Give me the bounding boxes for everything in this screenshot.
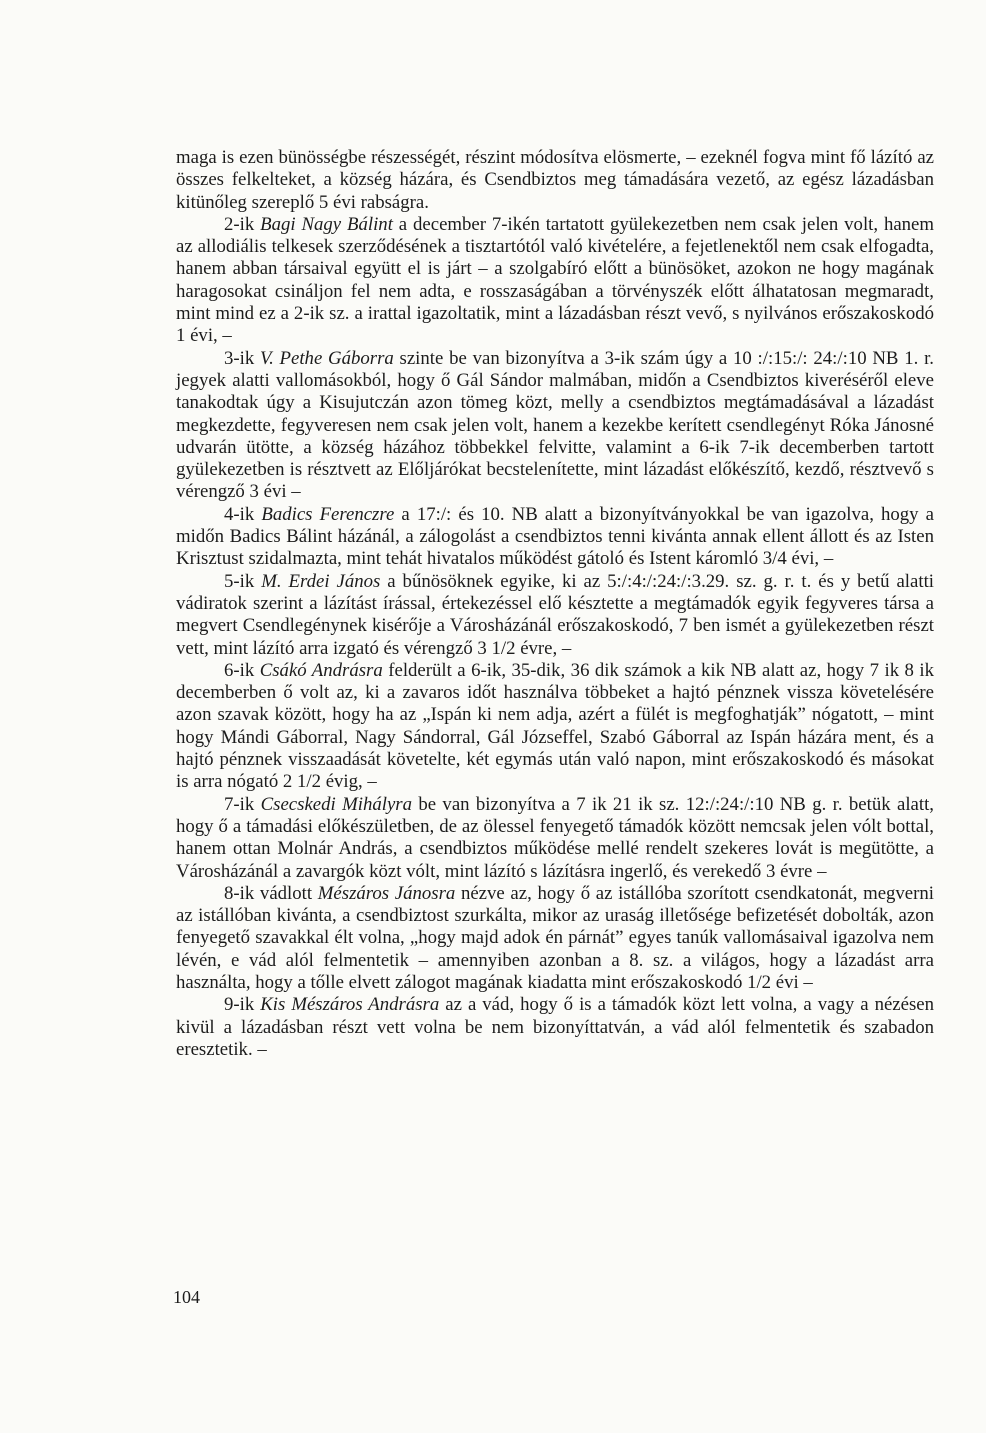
text-run: nézve az, hogy ő az istállóba szorított csendkatonát, megverni az istállóban kivánta, a csendbiztost szurkálta, mikor az uraság illetősége befizetését dobolták, azon fenyegető szavakkal élt volna, „hogy majd adok én párnát” egyes tanúk vallomásaival igazolva nem lévén, e vád alól felmentetik – amennyiben azonban a 8. sz. a világos, hogy a lázadást arra használta, hogy a tőlle elvett zálogot magának kiadatta mint erőszakoskodó 1/2 évi – — [176, 882, 935, 993]
text-run: maga is ezen bünösségbe részességét, részint módosítva elösmerte, – ezeknél fogva mint fő lázító az összes felkelteket, a község házára, és Csendbiztos meg támadására vezető, az egész lázadásban kitünőleg szereplő 5 évi rabságra. — [176, 147, 934, 213]
text-run: 4-ik — [224, 503, 262, 525]
paragraph — [176, 883, 934, 994]
text-run: 3-ik — [224, 347, 261, 369]
defendant-name: Badics Ferenczre — [261, 503, 395, 525]
body-text — [176, 147, 934, 1061]
text-run: az a vád, hogy ő is a támadók közt lett volna, a vagy a nézésen kivül a lázadásban részt vett volna be nem bizonyíttatván, a vád alól felmentetik és szabadon eresztetik. – — [176, 994, 934, 1060]
defendant-name: Kis Mészáros Andrásra — [260, 994, 440, 1016]
text-run: a bűnösöknek egyike, ki az 5:/:4:/:24:/:3.29. sz. g. r. t. és y betű alatti vádiratok szerint a lázítást írással, értekezéssel elő késztette a megtámadók egyik fegyveres társa a megvert Csendlegénynek kisérője a Városházánál erőszakoskodó, 7 ben ismét a gyülekezetben részt vett, mint lázító arra izgató és vérengző 3 1/2 évre, – — [176, 570, 935, 659]
paragraph — [176, 794, 934, 883]
paragraph — [176, 504, 934, 571]
defendant-name: Mészáros Jánosra — [317, 882, 456, 904]
paragraph — [176, 660, 934, 794]
text-run: a 17:/: és 10. NB alatt a bizonyítványokkal be van igazolva, hogy a midőn Badics Bálint házánál, a zálogolást a csendbiztos tenni kivánta annak ellent állott és az Isten Krisztust szidalmazta, mint tehát hivatalos működést gátoló és Istent káromló 3/4 évi, – — [176, 503, 934, 570]
paragraph — [176, 348, 934, 504]
defendant-name: V. Pethe Gáborra — [260, 347, 394, 369]
page-number: 104 — [173, 1287, 200, 1307]
defendant-name: Csecskedi Mihályra — [260, 793, 412, 815]
text-run: 8-ik vádlott — [224, 882, 318, 904]
paragraph — [176, 147, 934, 214]
text-run: szinte be van bizonyítva a 3-ik szám úgy a 10 :/:15:/: 24:/:10 NB 1. r. jegyek alatti vallomásokból, hogy ő Gál Sándor malmában, midőn a Csendbiztos kiveréséről eleve tanakodtak úgy a Kisujutczán azon tömeg közt, melly a csendbiztos megtámadásával a lázadást megkezdette, fegyveresen nem csak jelen volt, hanem a kezekbe kerített csendlegényt Róka Jánosné udvarán ütötte, a község házához többekkel felvitte, valamint a 6-ik 7-ik decemberben tartott gyülekezetben is résztvett az Előljárókat becstelenítette, mint lázadást előkészítő, kezdő, résztvevő s vérengző 3 évi – — [176, 347, 934, 503]
defendant-name: M. Erdei János — [261, 570, 381, 592]
text-run: 7-ik — [224, 793, 261, 815]
text-run: a december 7-ikén tartatott gyülekezetben nem csak jelen volt, hanem az allodiális telkesek szerződésének a tisztartótól való kivételére, a fejetlenektől nem csak elfogadta, hanem abban társaival együtt el is járt – a szolgabíró előtt a bünösöket, azokon ne hogy magának haragosokat csináljon fel nem adta, e rosszaságában a törvényszék előtt álhatatosan megmaradt, mint mind ez a 2-ik sz. a irattal igazoltatik, mint a lázadásban részt vevő, s nyilvános erőszakoskodó 1 évi, – — [176, 213, 935, 347]
defendant-name: Csákó Andrásra — [259, 659, 383, 681]
text-run: be van bizonyítva a 7 ik 21 ik sz. 12:/:24:/:10 NB g. r. betük alatt, hogy ő a támadási előkészületben, de az ölessel fenyegető támadók között nemcsak jelen vólt bottal, hanem ottan Molnár András, a csendbiztos működése mellé rendelt szekeres lovát is megütötte, a Városházánál a zavargók közt vólt, mint lázító s lázításra ingerlő, és verekedő 3 évre – — [176, 793, 935, 882]
paragraph — [176, 571, 934, 660]
text-run: 6-ik — [224, 659, 260, 681]
text-run: 2-ik — [224, 213, 261, 235]
defendant-name: Bagi Nagy Bálint — [260, 213, 393, 235]
text-run: 5-ik — [224, 570, 262, 592]
paragraph — [176, 214, 934, 348]
paragraph — [176, 994, 934, 1061]
text-run: felderült a 6-ik, 35-dik, 36 dik számok a kik NB alatt az, hogy 7 ik 8 ik decemberben ő volt az, ki a zavaros időt használva többeket a hajtó pénznek vissza követelésére azon szavak között, hogy ha az „Ispán ki nem adja, azért a fülét is megfoghatják” nógatott, – mint hogy Mándi Gáborral, Nagy Sándorral, Gál Józseffel, Szabó Gáborral az Ispán házára ment, és a hajtó pénznek visszaadását követelte, két egymás után való napon, mint erőszakoskodó és másokat is arra nógató 2 1/2 évig, – — [176, 659, 934, 793]
text-run: 9-ik — [224, 994, 261, 1016]
